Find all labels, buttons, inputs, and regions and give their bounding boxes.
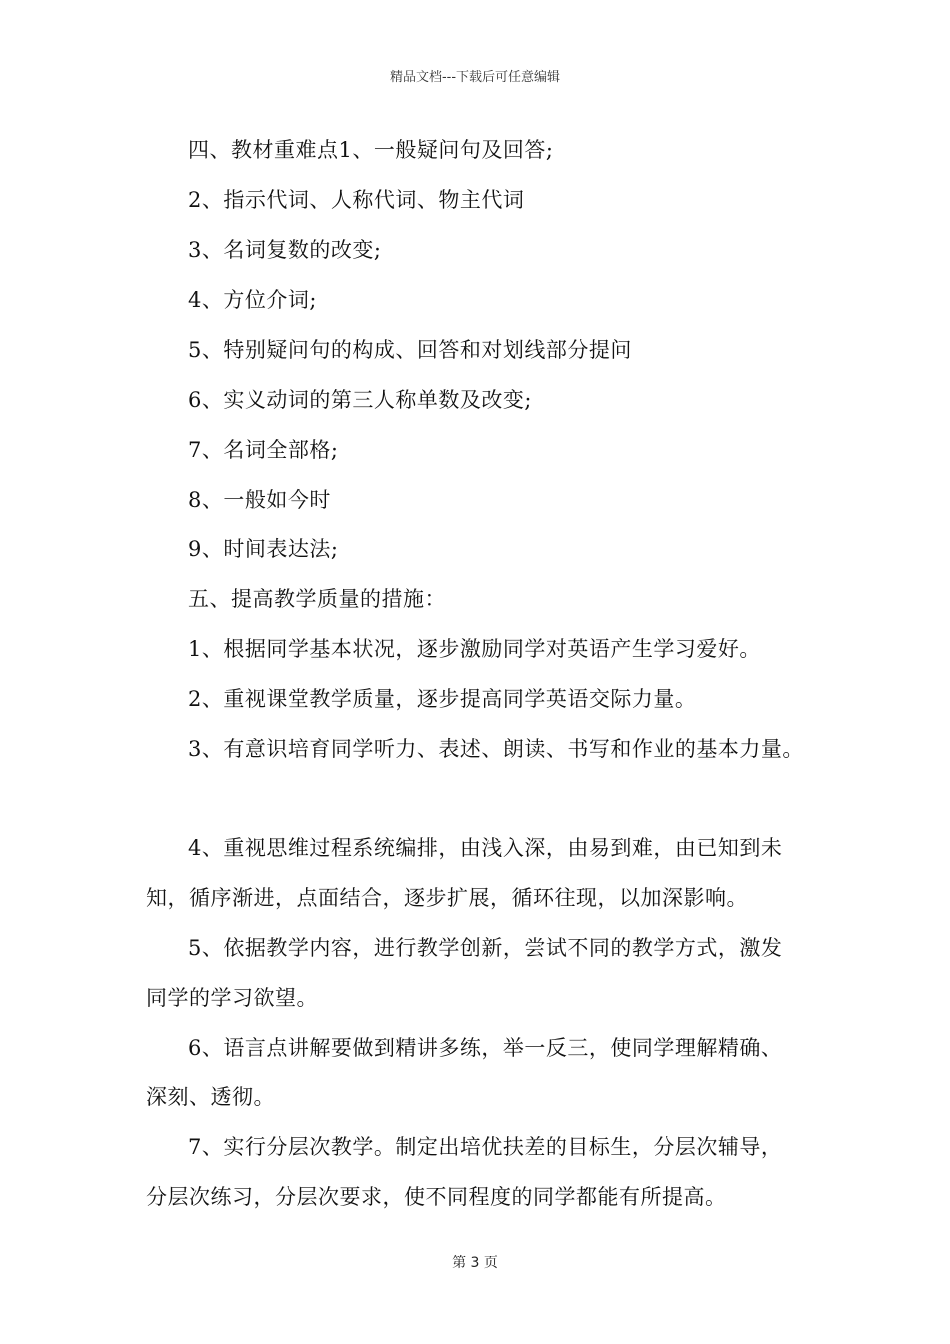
text-line: 3、有意识培育同学听力、表述、朗读、书写和作业的基本力量。 <box>188 737 804 761</box>
text-line: 7、名词全部格; <box>188 438 339 462</box>
text-line: 4、重视思维过程系统编排，由浅入深，由易到难，由已知到未 <box>188 836 783 860</box>
text-line: 6、语言点讲解要做到精讲多练，举一反三，使同学理解精确、 <box>188 1036 783 1060</box>
text-line: 2、重视课堂教学质量，逐步提高同学英语交际力量。 <box>188 687 697 711</box>
text-line: 6、实义动词的第三人称单数及改变; <box>188 388 532 412</box>
text-line: 8、一般如今时 <box>188 488 331 512</box>
section-heading: 五、提高教学质量的措施： <box>188 587 446 611</box>
text-line: 分层次练习，分层次要求，使不同程度的同学都能有所提高。 <box>146 1185 727 1209</box>
text-line: 9、时间表达法; <box>188 537 339 561</box>
text-line: 四、教材重难点1、一般疑问句及回答; <box>188 138 554 162</box>
page-header: 精品文档---下载后可任意编辑 <box>389 70 561 85</box>
text-line: 7、实行分层次教学。制定出培优扶差的目标生，分层次辅导， <box>188 1135 783 1159</box>
text-line: 5、依据教学内容，进行教学创新，尝试不同的教学方式，激发 <box>188 936 783 960</box>
text-line: 知，循序渐进，点面结合，逐步扩展，循环往现，以加深影响。 <box>146 886 748 910</box>
text-line: 1、根据同学基本状况，逐步激励同学对英语产生学习爱好。 <box>188 637 761 661</box>
page-number: 第 3 页 <box>452 1255 498 1271</box>
text-line: 4、方位介词; <box>188 288 317 312</box>
text-line: 3、名词复数的改变; <box>188 238 382 262</box>
text-line: 2、指示代词、人称代词、物主代词 <box>188 188 525 212</box>
text-line: 同学的学习欲望。 <box>146 986 318 1010</box>
text-line: 深刻、透彻。 <box>146 1085 275 1109</box>
text-line: 5、特别疑问句的构成、回答和对划线部分提问 <box>188 338 632 362</box>
